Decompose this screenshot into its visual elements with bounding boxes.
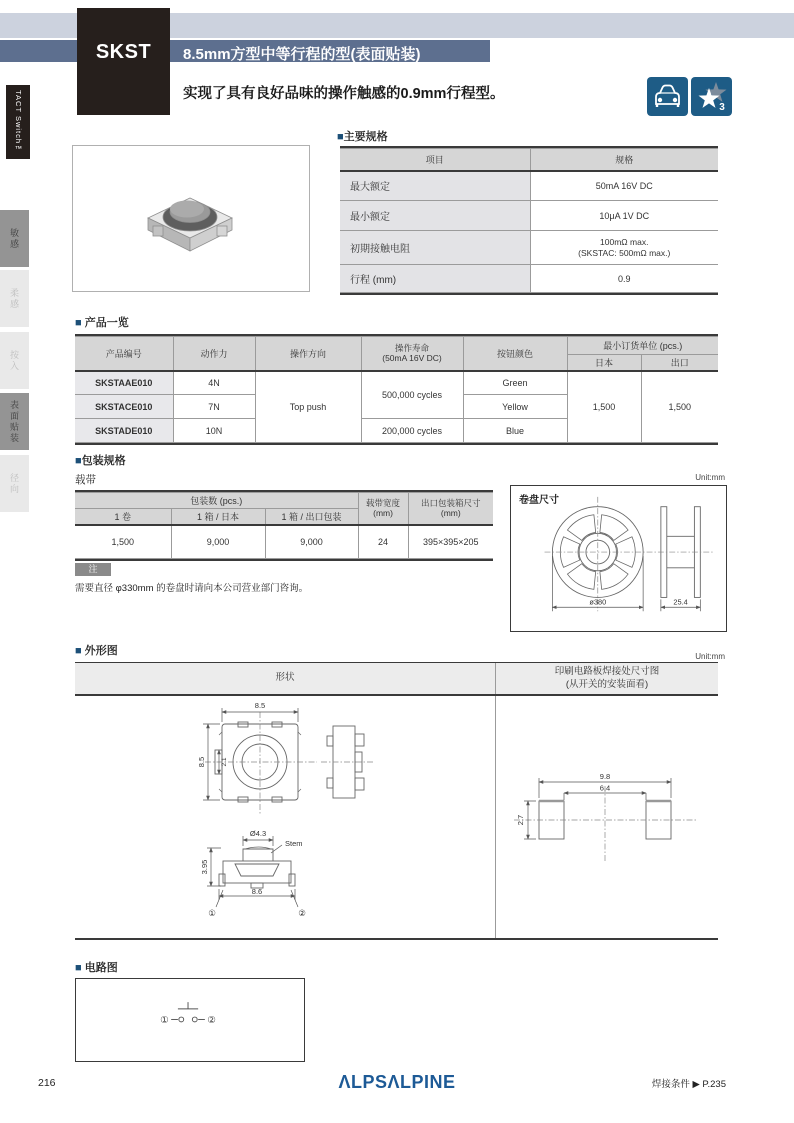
sidebar-tab-juukan: 柔感 [0,270,29,327]
sidebar-tab-radial: 径向 [0,455,29,512]
outline-table [75,662,718,940]
products-section-title: ■ 产品一览 [75,317,129,329]
sidebar-series-label: TACT Switch™ [14,90,23,155]
col-qty: 包装数 (pcs.) [75,493,358,509]
table-row: 最小额定 10μA 1V DC [340,201,718,231]
col-direction: 操作方向 [255,337,361,371]
pcb-pad-drawing [496,696,718,938]
reel-diameter-dim: ø380 [589,597,607,607]
note-text: 需要直径 φ330mm 的卷盘时请向本公司营业部门咨询。 [75,583,309,594]
terminal-1-label: ① [208,908,216,918]
col-life: 操作寿命 (50mA 16V DC) [361,337,463,371]
col-moq: 最小订货单位 (pcs.) [567,337,718,355]
specs-section-title: ■主要规格 [337,131,388,143]
col-moq-export: 出口 [641,355,718,371]
col-export-case: 出口包装箱尺寸 (mm) [408,493,493,525]
carrier-tape-label: 载带 [75,474,96,486]
table-row: SKSTACE010 7N Yellow [75,395,718,419]
stem-label: Stem [285,839,303,848]
col-roll: 1 卷 [75,509,171,525]
product-photo [72,145,310,292]
page-number: 216 [38,1077,56,1089]
dim-pcb-height: 2.7 [516,814,525,826]
dim-height: 3.95 [200,859,209,875]
star-badge-number: 3 [719,102,725,113]
col-tape-width: 载带宽度 (mm) [358,493,408,525]
series-code-box [77,8,170,115]
specs-col-item: 项目 [340,149,530,171]
table-row: SKSTAAE010 4N Top push 500,000 cycles Green 1,500 1,500 [75,371,718,395]
reel-unit-label: Unit:mm [695,473,725,482]
reel-width-dim: 25.4 [673,597,688,607]
outline-unit-label: Unit:mm [695,652,725,661]
dim-pcb-width: 9.8 [599,772,611,781]
shape-drawing [75,696,495,938]
col-force: 动作力 [173,337,255,371]
table-row: 最大额定 50mA 16V DC [340,171,718,201]
dim-pcb-inner: 6.4 [599,783,611,793]
packaging-section-title: ■包装规格 [75,455,126,467]
specs-col-spec: 规格 [530,149,718,171]
outline-col-pcb: 印刷电路板焊接处尺寸图 (从开关的安装面看) [554,666,660,690]
dim-base-width: 8.6 [251,887,263,896]
page-title: 8.5mm方型中等行程的型(表面贴装) [183,46,421,63]
note-badge: 注 [75,563,111,576]
reel-dimensions-box [510,485,727,632]
dim-stem-diameter: Ø4.3 [249,829,267,838]
sidebar-tab-smd: 表面贴装 [0,393,29,450]
page-subtitle: 实现了具有良好品味的操作触感的0.9mm行程型。 [183,86,505,102]
section-marker: ■ [75,645,82,657]
outline-col-shape: 形状 [75,663,496,694]
section-marker: ■ [337,131,344,143]
sidebar-series-box [6,85,30,159]
circuit-terminal-1: ① [160,1014,169,1026]
section-marker: ■ [75,317,82,329]
circuit-drawing [76,979,301,1058]
table-row: 初期接触电阻 100mΩ max. (SKSTAC: 500mΩ max.) [340,231,718,265]
col-model: 产品编号 [75,337,173,371]
main-specs-table [340,148,718,293]
col-moq-japan: 日本 [567,355,641,371]
section-marker: ■ [75,962,82,974]
col-color: 按钮颜色 [463,337,567,371]
series-code: SKST [95,41,152,63]
reel-drawing [511,486,723,627]
circuit-section-title: ■ 电路图 [75,962,118,974]
soldering-conditions-link[interactable]: 焊接条件 ▶ P.235 [651,1079,726,1090]
circuit-box [75,978,305,1062]
circuit-terminal-2: ② [207,1014,216,1026]
table-row: 1,500 9,000 9,000 24 395×395×205 [75,525,493,559]
dim-side-height: 8.5 [197,756,206,768]
star-rating-icon [691,77,732,116]
automotive-icon [647,77,688,116]
dim-top-width: 8.5 [254,701,266,710]
terminal-2-label: ② [298,908,306,918]
product-list-table [75,336,718,443]
packaging-table [75,492,493,559]
alps-alpine-logo: ΛLPSΛLPINE [338,1072,456,1092]
outline-section-title: ■ 外形图 [75,645,118,657]
table-row: 行程 (mm) 0.9 [340,265,718,293]
col-box-export: 1 箱 / 出口包装 [265,509,358,525]
reel-title: 卷盘尺寸 [519,495,559,506]
sidebar-tab-minkan: 敏感 [0,210,29,267]
col-box-japan: 1 箱 / 日本 [171,509,265,525]
dim-notch: 2.1 [221,757,228,767]
table-row: SKSTADE010 10N 200,000 cycles Blue [75,419,718,443]
section-marker: ■ [75,455,82,467]
sidebar-tab-oshikomi: 按入 [0,332,29,389]
